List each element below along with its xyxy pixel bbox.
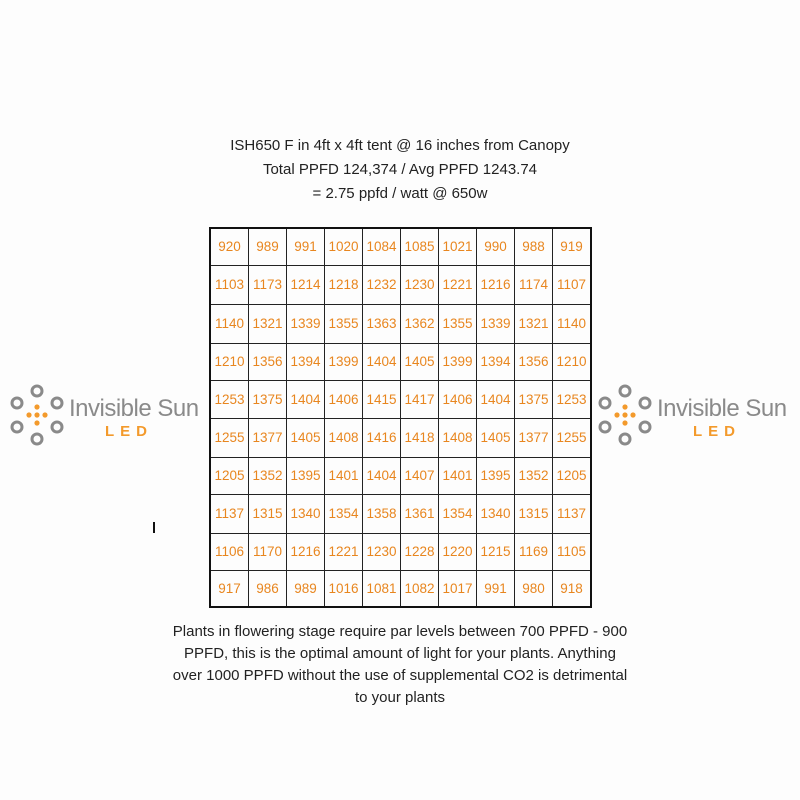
- grid-row: [210, 265, 591, 304]
- ppfd-cell: 1017: [439, 570, 477, 607]
- ppfd-cell: 1021: [439, 228, 477, 265]
- header-total-ppfd: Total PPFD 124,374 / Avg PPFD 1243.74: [262, 161, 538, 178]
- ppfd-cell: 920: [210, 228, 249, 265]
- ppfd-cell: 1218: [325, 265, 363, 304]
- ppfd-cell: 1215: [477, 533, 515, 570]
- ppfd-cell: 1401: [439, 457, 477, 494]
- ppfd-cell: 1340: [477, 494, 515, 533]
- brand-sub: LED: [693, 423, 741, 440]
- ppfd-cell: 1417: [401, 380, 439, 418]
- ppfd-cell: 1355: [325, 304, 363, 343]
- ppfd-cell: 990: [477, 228, 515, 265]
- ppfd-cell: 1352: [249, 457, 287, 494]
- ppfd-cell: 1416: [363, 418, 401, 457]
- ppfd-cell: 1363: [363, 304, 401, 343]
- ppfd-cell: 1137: [553, 494, 592, 533]
- ppfd-cell: 1140: [210, 304, 249, 343]
- ppfd-cell: 1408: [325, 418, 363, 457]
- ppfd-cell: 1016: [325, 570, 363, 607]
- ppfd-cell: 1415: [363, 380, 401, 418]
- ppfd-cell: 919: [553, 228, 592, 265]
- ppfd-cell: 1106: [210, 533, 249, 570]
- ppfd-cell: 1394: [477, 343, 515, 380]
- grid-row: [210, 418, 591, 457]
- ppfd-cell: 1354: [439, 494, 477, 533]
- ppfd-cell: 1407: [401, 457, 439, 494]
- ppfd-cell: 1082: [401, 570, 439, 607]
- ppfd-cell: 1358: [363, 494, 401, 533]
- grid-row: [210, 494, 591, 533]
- text-cursor: [153, 522, 155, 533]
- ppfd-cell: 1418: [401, 418, 439, 457]
- ppfd-cell: 1315: [515, 494, 553, 533]
- ppfd-cell: 1352: [515, 457, 553, 494]
- brand-name: Invisible Sun: [69, 395, 199, 422]
- ppfd-grid: [209, 227, 592, 608]
- ppfd-cell: 1081: [363, 570, 401, 607]
- ppfd-cell: 1085: [401, 228, 439, 265]
- ppfd-cell: 1356: [515, 343, 553, 380]
- ppfd-cell: 1339: [287, 304, 325, 343]
- ppfd-cell: 1173: [249, 265, 287, 304]
- grid-row: [210, 533, 591, 570]
- ppfd-cell: 989: [287, 570, 325, 607]
- ppfd-cell: 1404: [363, 343, 401, 380]
- grid-row: [210, 380, 591, 418]
- grid-row: [210, 343, 591, 380]
- ppfd-cell: 1401: [325, 457, 363, 494]
- ppfd-cell: 1230: [363, 533, 401, 570]
- ppfd-cell: 1377: [515, 418, 553, 457]
- sun-logo-icon: [5, 383, 69, 449]
- footer-note: Plants in flowering stage require par levels between 700 PPFD - 900 PPFD, this is the optimal amount of light for your plants. Anything over 1000 PPFD without the use of supplemental CO2 is detrimental to your plants: [172, 623, 628, 706]
- ppfd-cell: 1255: [210, 418, 249, 457]
- brand-logo-left: [5, 383, 205, 449]
- ppfd-cell: 1395: [287, 457, 325, 494]
- ppfd-cell: 918: [553, 570, 592, 607]
- ppfd-cell: 1210: [553, 343, 592, 380]
- ppfd-cell: 1221: [439, 265, 477, 304]
- ppfd-cell: 1210: [210, 343, 249, 380]
- ppfd-cell: 1253: [553, 380, 592, 418]
- ppfd-cell: 1405: [477, 418, 515, 457]
- ppfd-cell: 991: [287, 228, 325, 265]
- ppfd-cell: 1228: [401, 533, 439, 570]
- ppfd-cell: 1406: [325, 380, 363, 418]
- ppfd-cell: 1395: [477, 457, 515, 494]
- ppfd-cell: 1137: [210, 494, 249, 533]
- brand-name: Invisible Sun: [657, 395, 787, 422]
- sun-logo-icon: [593, 383, 657, 449]
- ppfd-cell: 1169: [515, 533, 553, 570]
- grid-row: [210, 228, 591, 265]
- ppfd-cell: 1103: [210, 265, 249, 304]
- brand-logo-right: [593, 383, 793, 449]
- ppfd-cell: 980: [515, 570, 553, 607]
- ppfd-cell: 1375: [249, 380, 287, 418]
- ppfd-cell: 1205: [553, 457, 592, 494]
- ppfd-cell: 1356: [249, 343, 287, 380]
- ppfd-cell: 1394: [287, 343, 325, 380]
- ppfd-cell: 988: [515, 228, 553, 265]
- grid-row: [210, 304, 591, 343]
- header-efficiency: = 2.75 ppfd / watt @ 650w: [312, 185, 488, 202]
- ppfd-cell: 1221: [325, 533, 363, 570]
- ppfd-cell: 1230: [401, 265, 439, 304]
- ppfd-cell: 1020: [325, 228, 363, 265]
- ppfd-cell: 1216: [287, 533, 325, 570]
- ppfd-cell: 1355: [439, 304, 477, 343]
- ppfd-cell: 1405: [401, 343, 439, 380]
- ppfd-cell: 1105: [553, 533, 592, 570]
- ppfd-cell: 1399: [439, 343, 477, 380]
- ppfd-cell: 1216: [477, 265, 515, 304]
- ppfd-cell: 1170: [249, 533, 287, 570]
- ppfd-cell: 1375: [515, 380, 553, 418]
- grid-row: [210, 457, 591, 494]
- ppfd-cell: 991: [477, 570, 515, 607]
- ppfd-cell: 1377: [249, 418, 287, 457]
- ppfd-cell: 1408: [439, 418, 477, 457]
- ppfd-cell: 1220: [439, 533, 477, 570]
- chart-header: [150, 134, 650, 206]
- ppfd-cell: 1339: [477, 304, 515, 343]
- ppfd-cell: 1205: [210, 457, 249, 494]
- ppfd-cell: 1214: [287, 265, 325, 304]
- ppfd-cell: 1107: [553, 265, 592, 304]
- ppfd-cell: 1404: [363, 457, 401, 494]
- ppfd-cell: 1404: [477, 380, 515, 418]
- ppfd-cell: 1321: [515, 304, 553, 343]
- ppfd-cell: 917: [210, 570, 249, 607]
- ppfd-cell: 1354: [325, 494, 363, 533]
- ppfd-cell: 1399: [325, 343, 363, 380]
- ppfd-cell: 1362: [401, 304, 439, 343]
- ppfd-cell: 1321: [249, 304, 287, 343]
- ppfd-cell: 989: [249, 228, 287, 265]
- ppfd-cell: 1404: [287, 380, 325, 418]
- ppfd-cell: 1255: [553, 418, 592, 457]
- grid-row: [210, 570, 591, 607]
- ppfd-cell: 1174: [515, 265, 553, 304]
- ppfd-cell: 1315: [249, 494, 287, 533]
- ppfd-cell: 1140: [553, 304, 592, 343]
- ppfd-cell: 1253: [210, 380, 249, 418]
- ppfd-cell: 986: [249, 570, 287, 607]
- ppfd-cell: 1361: [401, 494, 439, 533]
- ppfd-cell: 1340: [287, 494, 325, 533]
- ppfd-cell: 1406: [439, 380, 477, 418]
- brand-sub: LED: [105, 423, 153, 440]
- ppfd-cell: 1405: [287, 418, 325, 457]
- header-title: ISH650 F in 4ft x 4ft tent @ 16 inches from Canopy: [230, 137, 570, 154]
- ppfd-cell: 1232: [363, 265, 401, 304]
- ppfd-cell: 1084: [363, 228, 401, 265]
